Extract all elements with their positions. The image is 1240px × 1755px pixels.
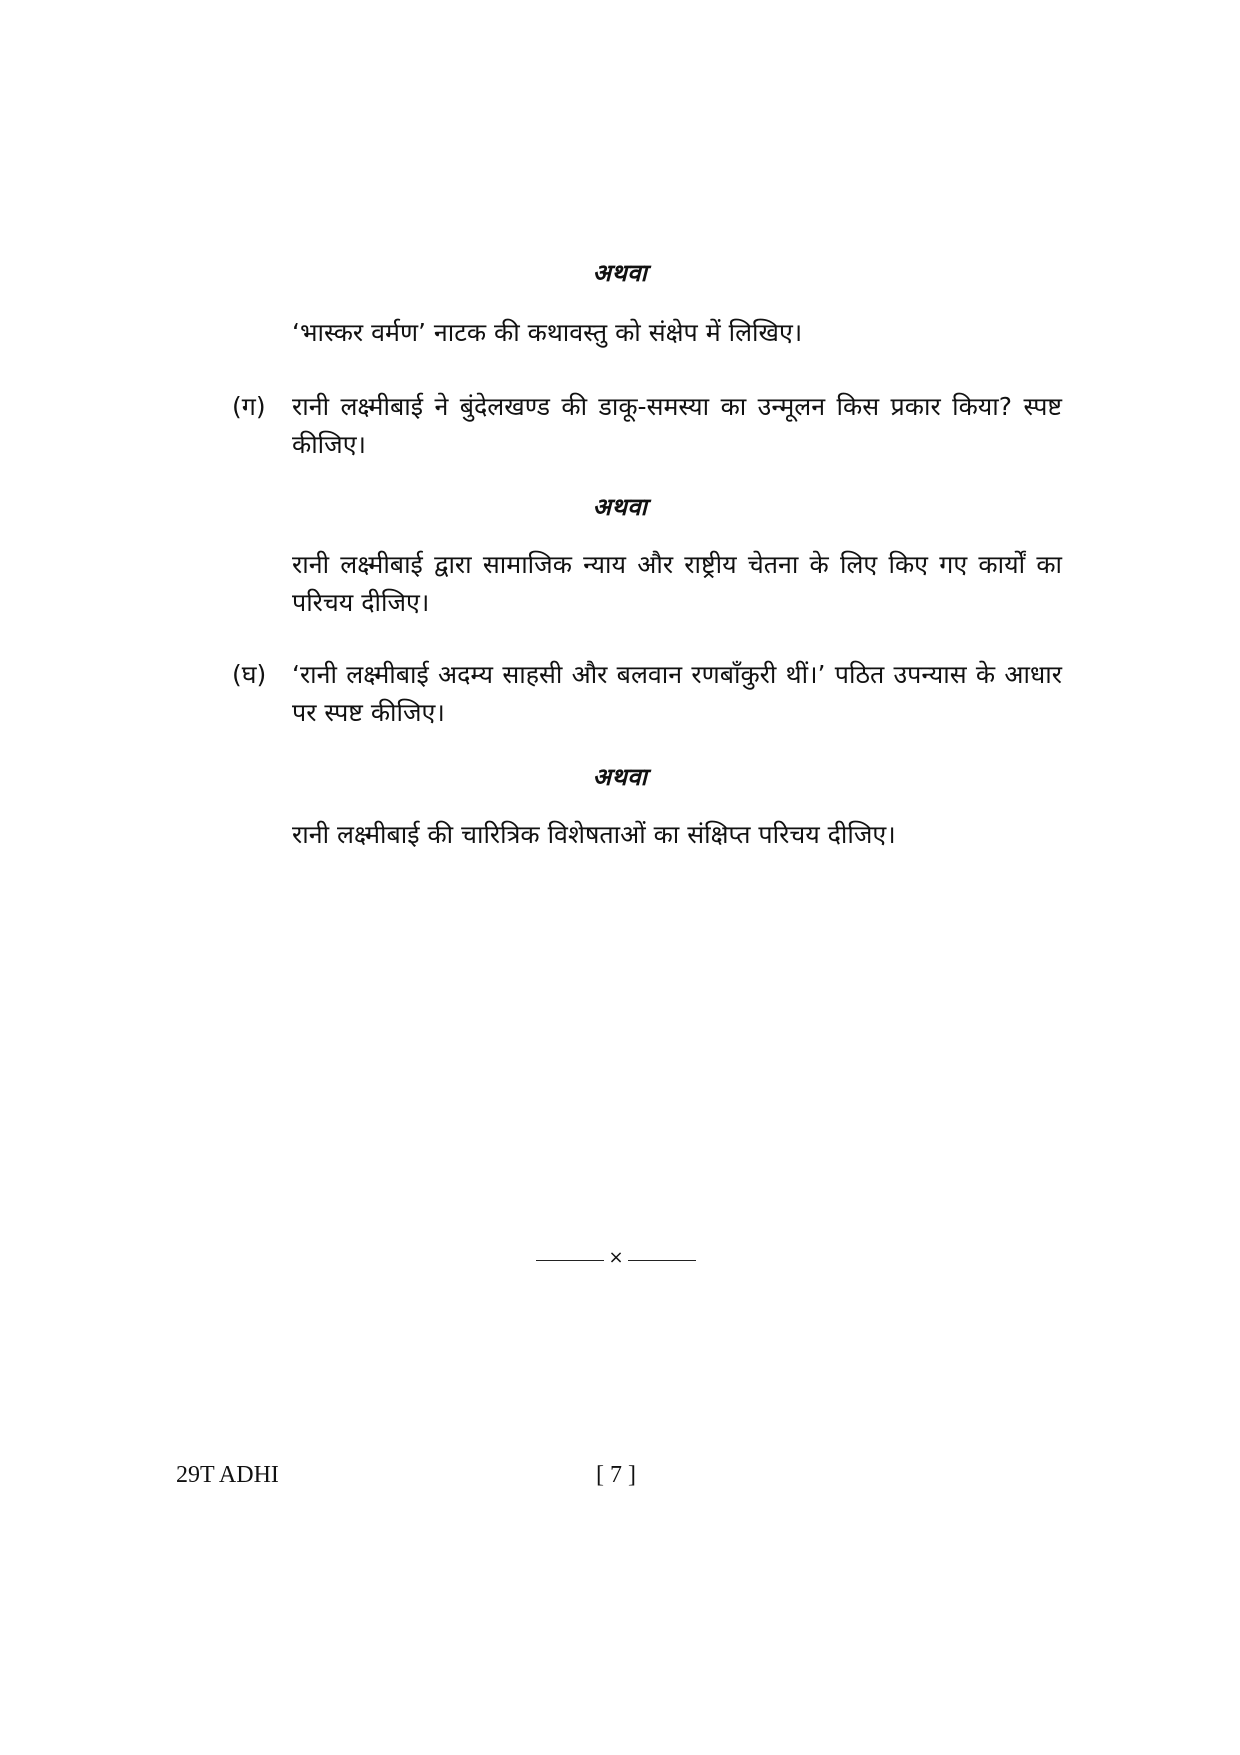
- end-of-paper-mark: [536, 1247, 696, 1270]
- question-alternative-text: रानी लक्ष्मीबाई की चारित्रिक विशेषताओं का संक्षिप्त परिचय दीजिए।: [292, 820, 896, 849]
- question-label: (घ): [232, 660, 267, 689]
- question-alternative-text: ‘भास्कर वर्मण’ नाटक की कथावस्तु को संक्षेप में लिखिए।: [292, 318, 803, 347]
- paper-code: 29T ADHI: [176, 1462, 279, 1488]
- question-alternative-text: रानी लक्ष्मीबाई द्वारा सामाजिक न्याय और राष्ट्रीय चेतना के लिए किए गए कार्यों का परिचय दीजिए।: [292, 550, 1062, 617]
- question-gha: [232, 656, 1062, 732]
- athva-heading: अथवा: [592, 259, 648, 287]
- end-cross-icon: ×: [608, 1247, 624, 1268]
- athva-heading: अथवा: [592, 763, 648, 791]
- question-text: रानी लक्ष्मीबाई ने बुंदेलखण्ड की डाकू-समस्या का उन्मूलन किस प्रकार किया? स्पष्ट कीजिए।: [292, 392, 1062, 459]
- question-ga: [232, 388, 1062, 464]
- end-line-right: [628, 1260, 696, 1261]
- athva-heading: अथवा: [592, 493, 648, 521]
- end-line-left: [536, 1260, 604, 1261]
- question-text: ‘रानी लक्ष्मीबाई अदम्य साहसी और बलवान रणबाँकुरी थीं।’ पठित उपन्यास के आधार पर स्पष्ट कीजिए।: [292, 660, 1062, 727]
- page-number: [ 7 ]: [596, 1462, 636, 1488]
- question-label: (ग): [232, 392, 266, 421]
